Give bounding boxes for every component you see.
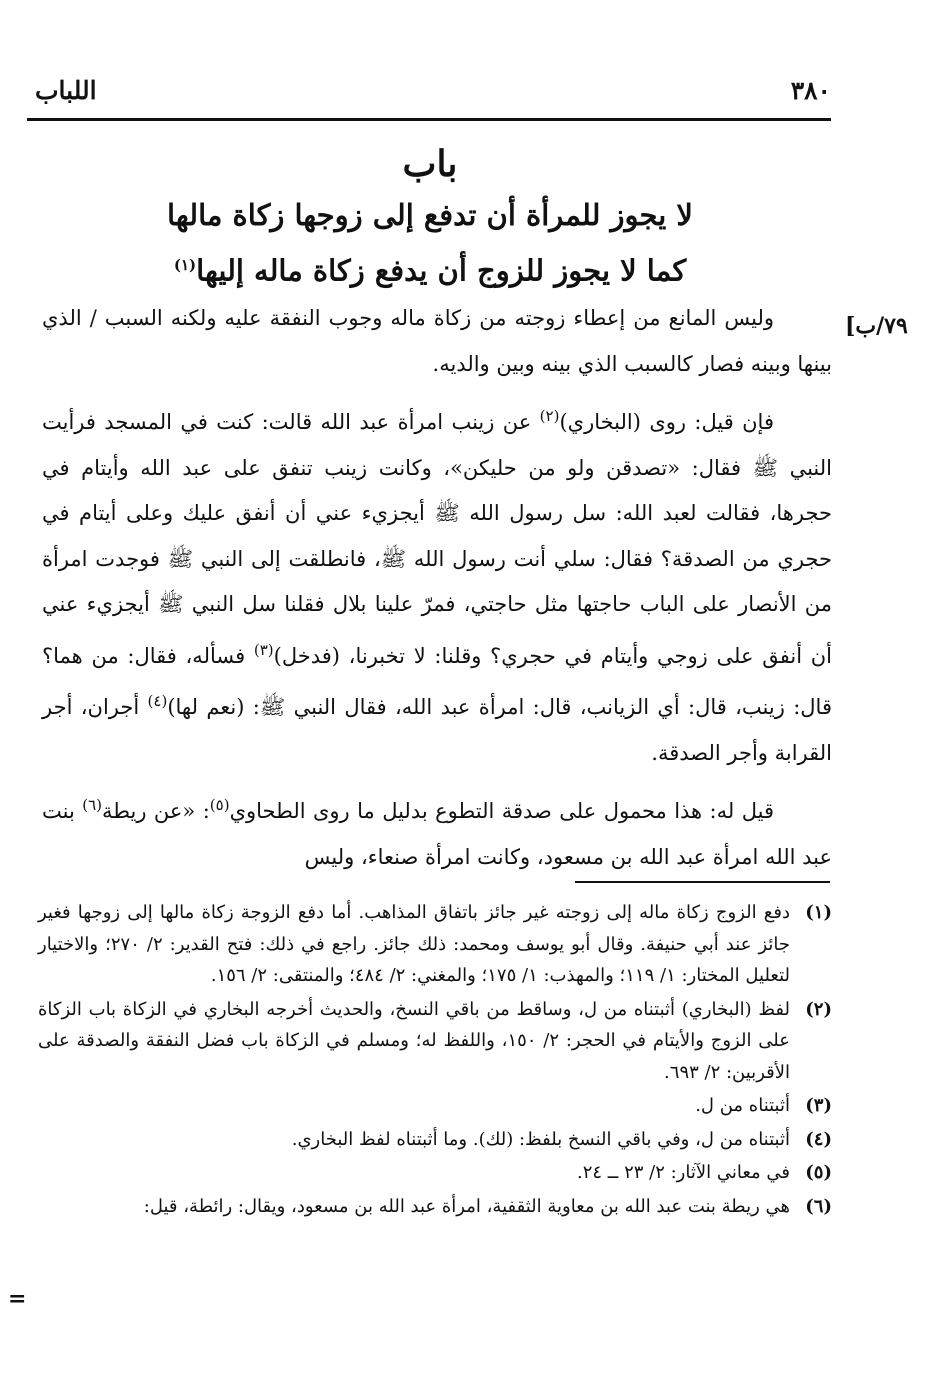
paragraph-3-part-c: بنت عبد الله امرأة عبد الله بن مسعود، وكانت امرأة صنعاء، وليس — [42, 799, 832, 869]
footnote-ref-5: (٥) — [209, 796, 230, 814]
footnote-text: لفظ (البخاري) أثبتناه من ل، وساقط من باقي النسخ، والحديث أخرجه البخاري في الزكاة باب الزكاة على الزوج والأيتام في الحجر: ٢/ ١٥٠، واللفظ له؛ ومسلم في الزكاة باب فضل النفقة والصدقة على الأقربين: ٢/ ٦٩٣. — [38, 998, 791, 1083]
paragraph-2-part-d: أجران، أجر القرابة وأجر الصدقة. — [42, 695, 832, 765]
paragraph-1: وليس المانع من إعطاء زوجته من زكاة ماله وجوب النفقة عليه ولكنه السبب / الذي بينها وبينه فصار كالسبب الذي بينه وبين والديه. — [42, 306, 832, 376]
footnote-ref-3: (٣) — [253, 640, 274, 659]
header-divider — [27, 118, 831, 121]
footnote-ref-4: (٤) — [147, 692, 168, 710]
paragraph-2-part-a: فإن قيل: روى (البخاري) — [559, 410, 774, 434]
footnote-4 — [38, 1124, 832, 1156]
chapter-title-line-1: لا يجوز للمرأة أن تدفع إلى زوجها زكاة مالها — [167, 198, 693, 232]
footnote-text: هي ريطة بنت عبد الله بن معاوية الثقفية، امرأة عبد الله بن مسعود، ويقال: رائطة، قيل: — [143, 1195, 790, 1217]
footnote-ref-6: (٦) — [82, 796, 103, 814]
chapter-title — [30, 138, 830, 296]
footnote-number: (٣) — [805, 1095, 832, 1116]
running-header — [35, 72, 831, 108]
footnote-text: دفع الزوج زكاة ماله إلى زوجته غير جائز باتفاق المذاهب. أما دفع الزوجة زكاة مالها إلى زوجها فغير جائز عند أبي حنيفة. وقال أبو يوسف ومحمد: ذلك جائز. راجع في ذلك: فتح القدير: ٢/ ٢٧٠؛ والاختيار لتعليل المختار: ١/ ١١٩؛ والمهذب: ١/ ١٧٥؛ والمغني: ٢/ ٤٨٤؛ والمنتقى: ٢/ ١٥٦. — [38, 902, 790, 986]
page-number: ٣٨٠ — [790, 75, 831, 105]
paragraph-3-part-b: : «عن ريطة — [102, 799, 210, 823]
footnote-number: (٥) — [805, 1162, 832, 1183]
footnotes — [38, 897, 832, 1224]
footnote-6 — [38, 1191, 832, 1223]
footnote-number: (٤) — [805, 1128, 832, 1150]
main-text — [42, 296, 832, 887]
footnote-text: أثبتناه من ل، وفي باقي النسخ بلفظ: (لك). وما أثبتناه لفظ البخاري. — [291, 1128, 790, 1150]
footnote-2 — [38, 994, 832, 1089]
paragraph-3 — [42, 783, 832, 880]
chapter-title-line-2-text: كما لا يجوز للزوج أن يدفع زكاة ماله إليها — [196, 253, 687, 288]
footnote-1 — [38, 897, 832, 992]
footnote-number: (٢) — [805, 998, 832, 1020]
footnote-ref-1: (١) — [173, 256, 197, 274]
footnote-text: في معاني الآثار: ٢/ ٢٣ ــ ٢٤. — [576, 1162, 790, 1183]
paragraph-2-part-b: عن زينب امرأة عبد الله قالت: كنت في المسجد فرأيت النبي ﷺ فقال: «تصدقن ولو من حليكن»، وكانت زينب تنفق على عبد الله وأيتام في حجرها، فقالت لعبد الله: سل رسول الله ﷺ أيجزيء عني أن أنفق عليك وعلى أيتام في حجري من الصدقة؟ فقال: سلي أنت رسول الله ﷺ، فانطلقت إلى النبي ﷺ فوجدت امرأة من الأنصار على الباب حاجتها مثل حاجتي، فمرّ علينا بلال فقلنا سل النبي ﷺ أيجزيء عني أن أنفق على زوجي وأيتام في حجري؟ وقلنا: لا تخبرنا، (فدخل) — [42, 410, 833, 668]
chapter-label: باب — [402, 143, 458, 185]
paragraph-2 — [42, 394, 832, 776]
footnote-divider — [575, 881, 830, 883]
footnote-3 — [38, 1090, 832, 1122]
footnote-number: (٦) — [805, 1195, 832, 1217]
footnote-text: أثبتناه من ل. — [695, 1095, 790, 1116]
chapter-title-line-2 — [30, 240, 830, 296]
book-title: اللباب — [35, 75, 97, 105]
continuation-mark: = — [8, 1286, 27, 1312]
footnote-number: (١) — [805, 902, 832, 923]
footnote-5 — [38, 1157, 832, 1189]
footnote-ref-2: (٢) — [539, 407, 560, 425]
paragraph-2-part-c: فسأله، فقال: من هما؟ قال: زينب، قال: أي الزيانب، قال: امرأة عبد الله، فقال النبي ﷺ: (نعم لها) — [42, 643, 832, 719]
manuscript-folio-marker: ٧٩/ب] — [845, 313, 908, 339]
paragraph-3-part-a: قيل له: هذا محمول على صدقة التطوع بدليل ما روى الطحاوي — [229, 799, 774, 823]
